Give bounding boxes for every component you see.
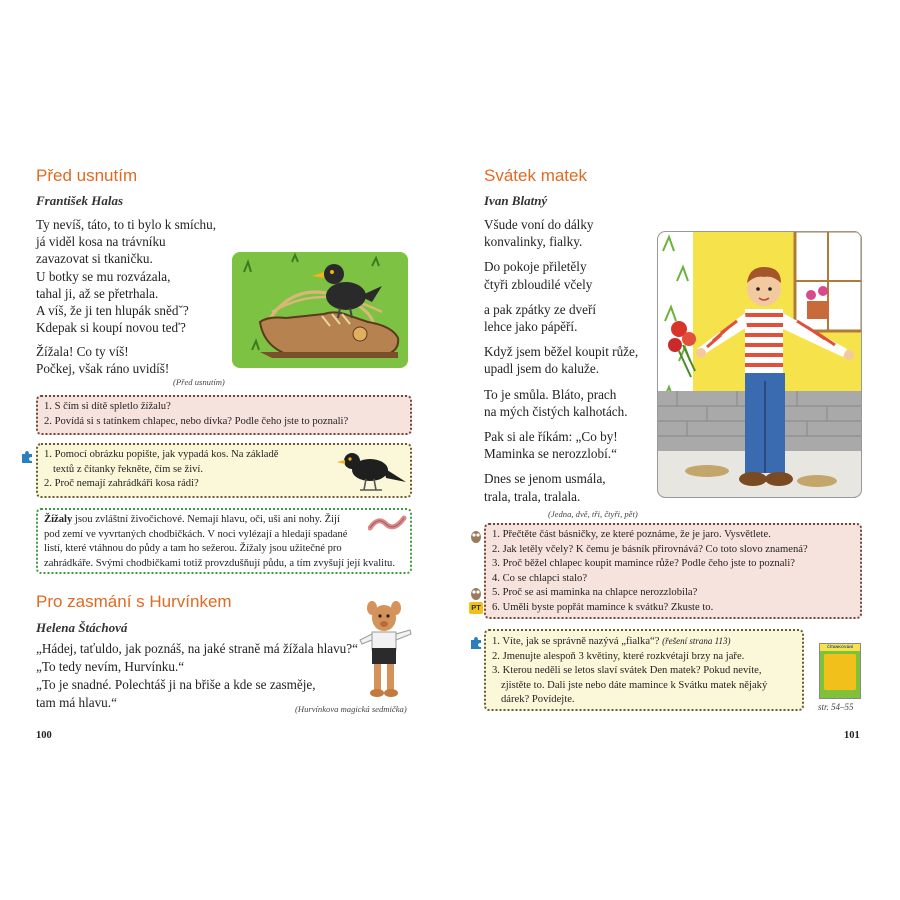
- poem-line: tahal ji, až se přetrhala.: [36, 285, 159, 301]
- blackbird-shoe-illustration: [232, 252, 408, 368]
- stanza: [484, 428, 638, 462]
- poem-line: U botky se mu rozvázala,: [36, 268, 171, 284]
- question-item: 2. Proč nemají zahrádkáři kosa rádi?: [44, 478, 199, 490]
- reading-owl-icon: [470, 586, 482, 600]
- question-item: textů z čítanky řekněte, čím se živí.: [53, 463, 204, 475]
- poem-line: Do pokoje přiletěly: [484, 259, 587, 275]
- poem-line: na mých čistých kalhotách.: [484, 403, 628, 419]
- poem-line: čtyři zbloudilé včely: [484, 276, 593, 292]
- question-item: 1. Přečtěte část básničky, ze které poznáme, že je jaro. Vysvětlete.: [492, 529, 771, 540]
- boy-with-roses-illustration: [657, 231, 862, 498]
- poem-title: Svátek matek: [484, 166, 587, 185]
- workbook-cover: [819, 643, 861, 699]
- question-item: 1. Víte, jak se správně nazývá „fialka“?: [492, 636, 660, 647]
- section-title: Pro zasmání s Hurvínkem: [36, 592, 232, 611]
- poem-line: Žížala! Co ty víš!: [36, 344, 129, 359]
- hurvinek-puppet-illustration: [356, 600, 416, 700]
- poem-line: trala, trala, tralala.: [484, 488, 581, 504]
- blackbird-icon: [336, 446, 406, 494]
- pt-badge: PT: [469, 602, 483, 614]
- page-number: 101: [844, 730, 860, 741]
- stanza: [484, 343, 638, 377]
- poem-text: [36, 216, 216, 336]
- question-item: 3. Proč běžel chlapec koupit mamince růže? Podle čeho jste to poznali?: [492, 558, 795, 570]
- question-item: 1. Pomocí obrázku popište, jak vypadá kos. Na základě: [44, 449, 279, 460]
- questions-box: [36, 395, 412, 435]
- poem-line: A víš, že ji ten hlupák snědˇ?: [36, 303, 189, 319]
- puzzle-icon: [21, 451, 33, 463]
- poem-line: lehce jako pápěří.: [484, 319, 578, 335]
- info-text: pod zemí ve vyvrtaných chodbičkách. V noci vylézají a hledají spadané: [44, 528, 348, 540]
- poem-line: Maminka se nerozzlobí.“: [484, 446, 617, 462]
- poem-line: konvalinky, fialky.: [484, 234, 583, 250]
- poem-line: upadl jsem do kaluže.: [484, 361, 599, 377]
- question-item: 6. Uměli byste popřát mamince k svátku? Zkuste to.: [492, 601, 714, 613]
- stanza: [484, 258, 638, 292]
- poem-source: (Před usnutím): [173, 377, 225, 387]
- stanza: [484, 301, 638, 335]
- poem-source: (Hurvínkova magická sedmička): [295, 704, 407, 714]
- poem-line: Pak si ale říkám: „Co by!: [484, 429, 618, 445]
- reading-owl-icon: [470, 529, 482, 543]
- dialogue-line: „To je snadné. Polechtáš ji na břiše a kde se zasměje,: [36, 677, 316, 692]
- poem-author: Helena Štáchová: [36, 620, 128, 635]
- solution-note: (řešení strana 113): [662, 636, 731, 646]
- stanza: [484, 216, 638, 250]
- poem-line: zavazovat si tkaničku.: [36, 251, 153, 267]
- question-item: 4. Co se chlapci stalo?: [492, 572, 588, 584]
- page-number: 100: [36, 730, 52, 741]
- poem-line: Dnes se jenom usmála,: [484, 471, 606, 487]
- poem-line: Ty nevíš, táto, to ti bylo k smíchu,: [36, 217, 217, 232]
- question-item: 2. Jak letěly včely? K čemu je básník přirovnává? Co toto slovo znamená?: [492, 543, 808, 555]
- question-item: 3. Kterou neděli se letos slaví svátek Den matek? Pokud nevíte,: [492, 665, 762, 677]
- right-page: [450, 0, 900, 900]
- poem-line: já viděl kosa na trávníku: [36, 234, 166, 250]
- poem-title: Před usnutím: [36, 166, 138, 185]
- activity-box: [484, 629, 804, 711]
- poem-line: Počkej, však ráno uvidíš!: [36, 361, 170, 377]
- dialogue-line: tam má hlavu.“: [36, 695, 117, 710]
- poem-source: (Jedna, dvě, tři, čtyři, pět): [548, 509, 638, 519]
- question-item: dárek? Povídejte.: [501, 694, 575, 706]
- dialogue-text: [36, 640, 358, 712]
- workbook-title: ČÍTANKOVÁNÍ: [820, 644, 860, 651]
- info-box: [36, 508, 412, 574]
- poem-line: To je smůla. Bláto, prach: [484, 386, 617, 402]
- earthworm-icon: [368, 512, 408, 534]
- poem-line: Když jsem běžel koupit růže,: [484, 344, 639, 360]
- workbook-reference: str. 54–55: [818, 702, 854, 712]
- poem-author: Ivan Blatný: [484, 193, 548, 208]
- stanza: [484, 470, 638, 504]
- question-item: 2. Jmenujte alespoň 3 květiny, které rozkvétají brzy na jaře.: [492, 650, 745, 662]
- poem-line: Všude voní do dálky: [484, 217, 594, 232]
- info-text: jsou zvláštní živočichové. Nemají hlavu, oči, uši ani nohy. Žijí: [72, 514, 340, 525]
- poem-line: Kdepak si koupí novou teď?: [36, 320, 186, 336]
- poem-text: [484, 216, 638, 505]
- question-item: 1. S čím si dítě spletlo žížalu?: [44, 401, 171, 412]
- stanza: [484, 386, 638, 420]
- question-item: zjistěte to. Dali jste nebo dáte mamince k Svátku matek nějaký: [501, 679, 768, 691]
- info-text: zahrádkáře. Svými chodbičkami totiž provzdušňují půdu, a tím zvyšují její kvalitu.: [44, 557, 395, 569]
- question-item: 5. Proč se asi maminka na chlapce nerozzlobila?: [492, 587, 698, 599]
- poem-text-end: [36, 343, 169, 377]
- dialogue-line: „To tedy nevím, Hurvínku.“: [36, 659, 185, 674]
- dialogue-line: „Hádej, taťuldo, jak poznáš, na jaké straně má žížala hlavu?“: [36, 641, 358, 656]
- info-keyword: Žížaly: [44, 514, 73, 525]
- questions-box: [484, 523, 862, 619]
- question-item: 2. Povídá si s tatínkem chlapec, nebo dívka? Podle čeho jste to poznali?: [44, 415, 349, 427]
- info-text: listí, které vtáhnou do půdy a tam ho sežerou. Žížaly jsou užitečné pro: [44, 543, 342, 555]
- puzzle-icon: [470, 637, 482, 649]
- poem-line: a pak zpátky ze dveří: [484, 301, 597, 317]
- poem-author: František Halas: [36, 193, 124, 208]
